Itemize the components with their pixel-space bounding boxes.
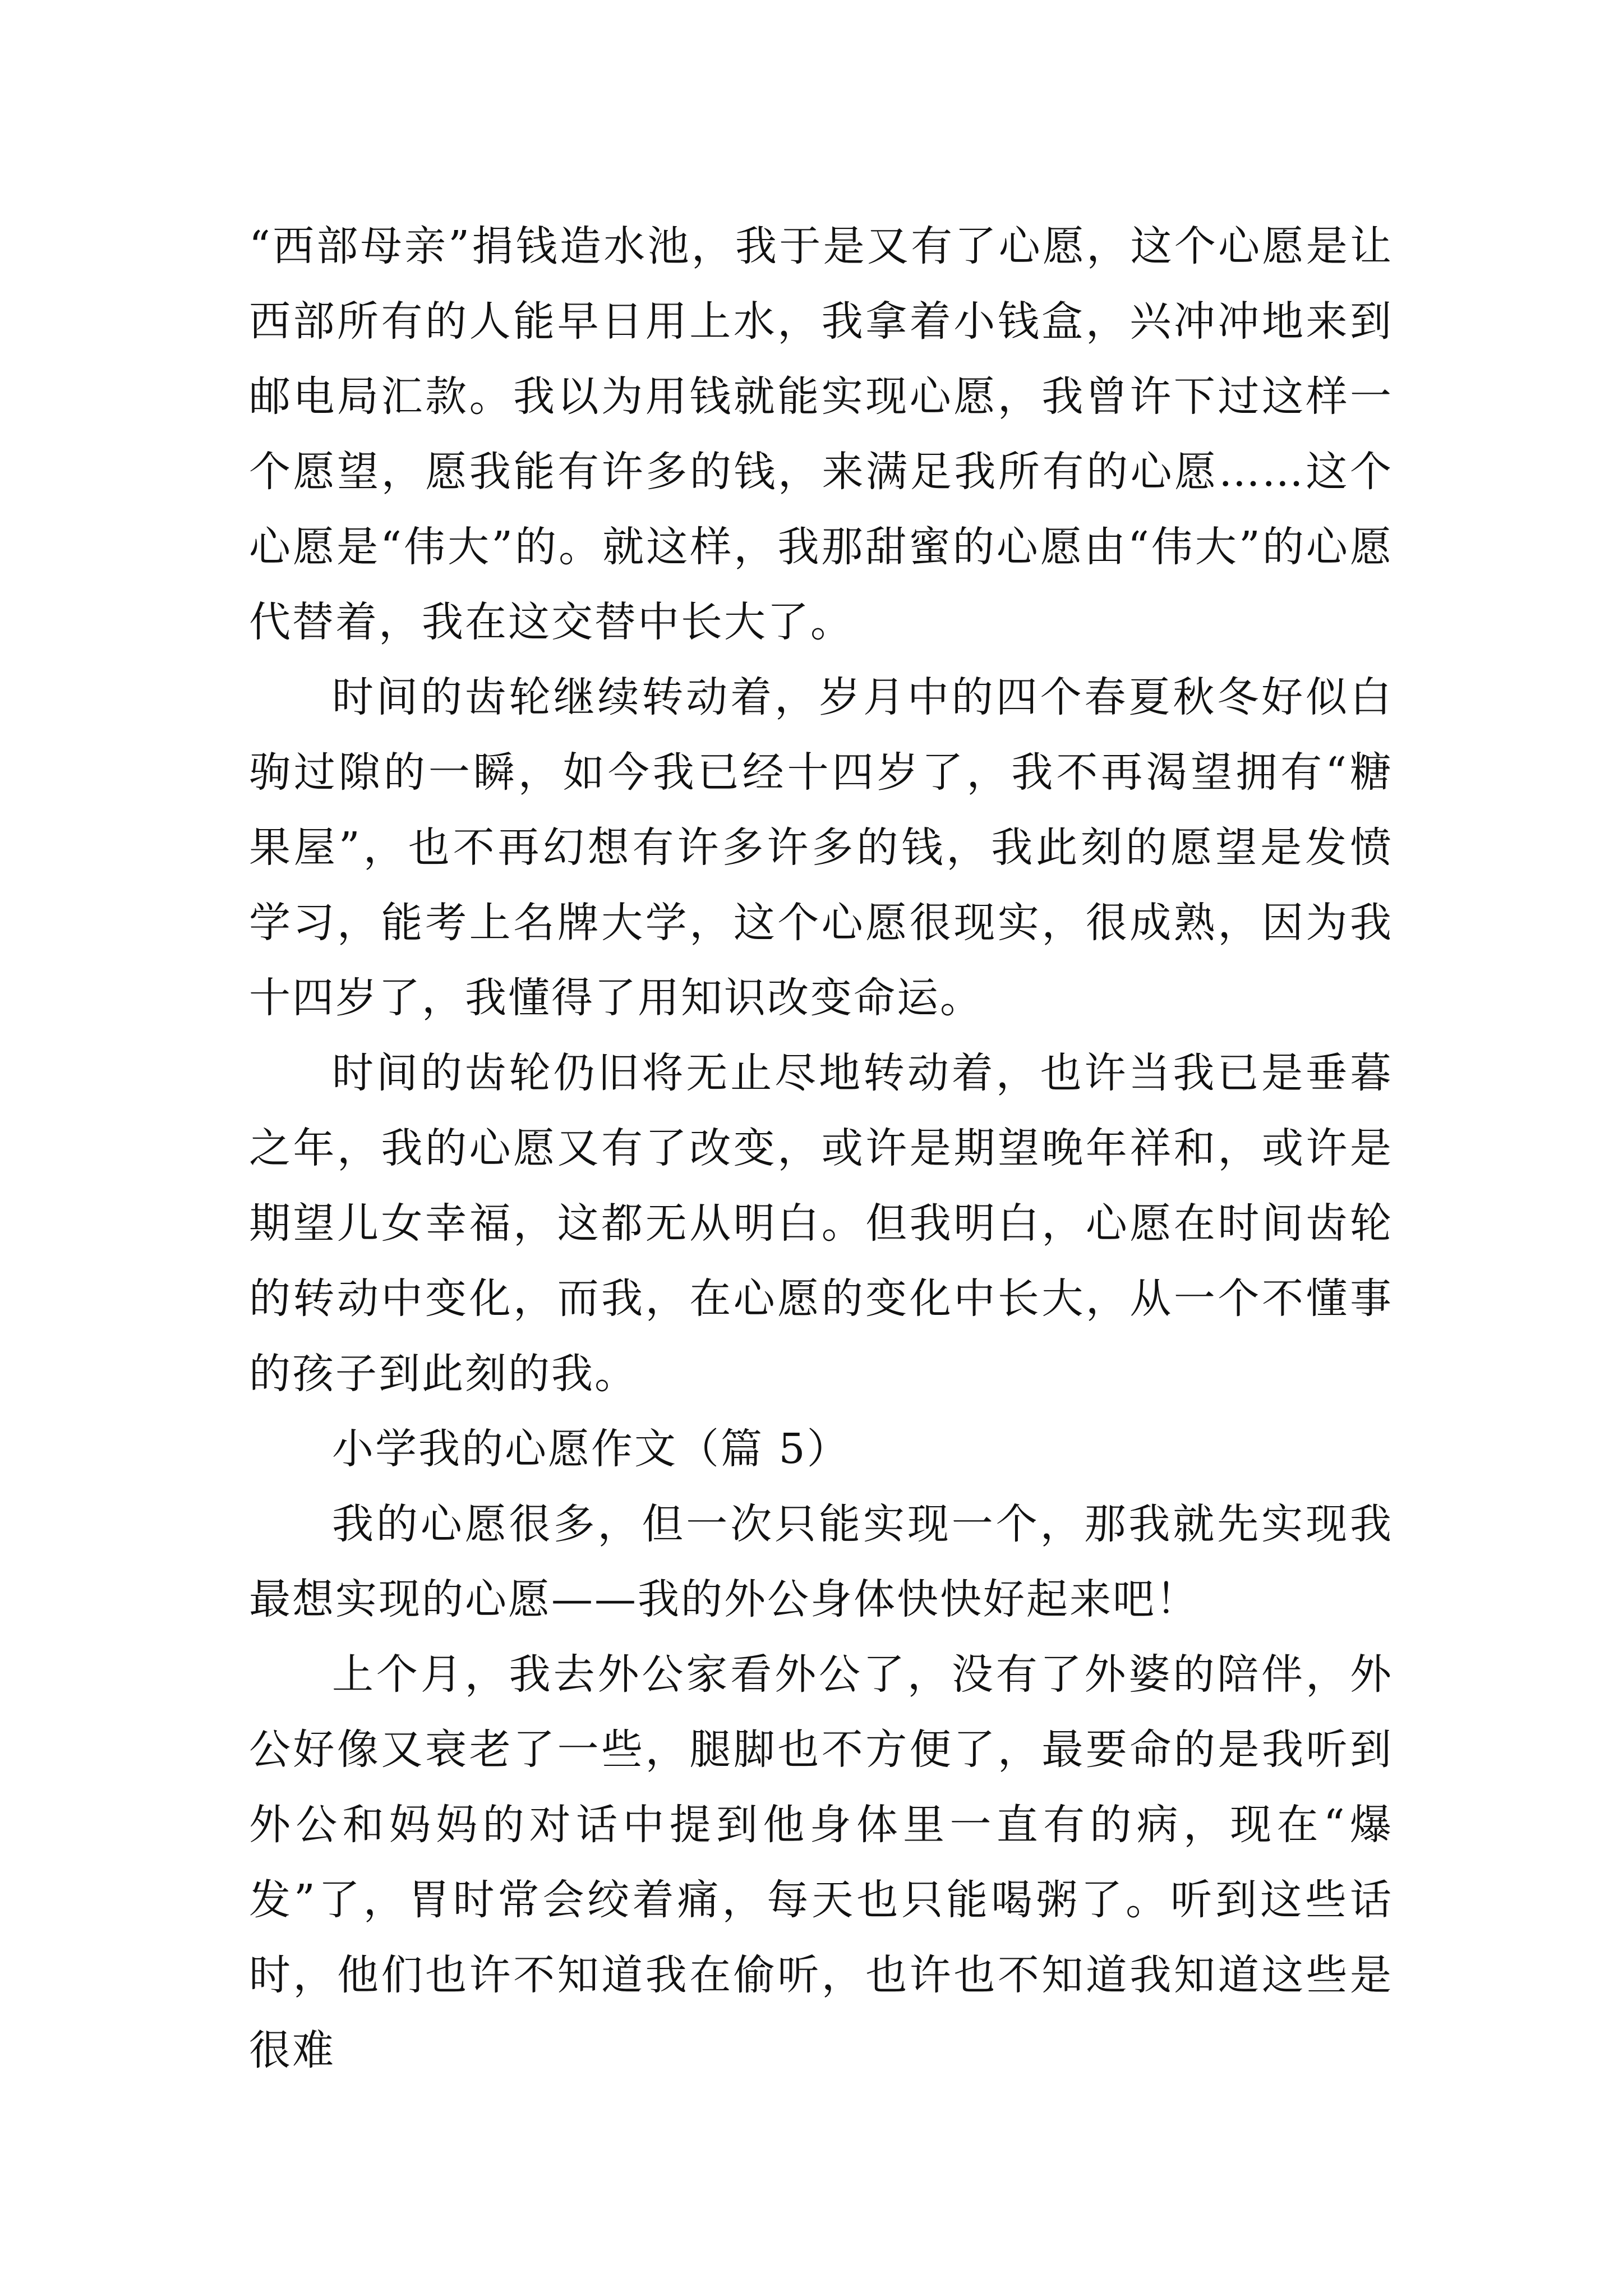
paragraph-1: “西部母亲”捐钱造水池，我于是又有了心愿，这个心愿是让西部所有的人能早日用上水，我拿着小钱盒，兴冲冲地来到邮电局汇款。我以为用钱就能实现心愿，我曾许下过这样一个愿望，愿我能有许多的钱，来满足我所有的心愿……这个心愿是“伟大”的。就这样，我那甜蜜的心愿由“伟大”的心愿代替着，我在这交替中长大了。 bbox=[249, 222, 1393, 646]
paragraph-5: 上个月，我去外公家看外公了，没有了外婆的陪伴，外公好像又衰老了一些，腿脚也不方便了，最要命的是我听到外公和妈妈的对话中提到他身体里一直有的病，现在“爆发”了，胃时常会绞着痛，每天也只能喝粥了。听到这些话时，他们也许不知道我在偷听，也许也不知道我知道这些是很难 bbox=[249, 1650, 1393, 2074]
paragraph-3: 时间的齿轮仍旧将无止尽地转动着，也许当我已是垂暮之年，我的心愿又有了改变，或许是期望晚年祥和，或许是期望儿女幸福，这都无从明白。但我明白，心愿在时间齿轮的转动中变化，而我，在心愿的变化中长大，从一个不懂事的孩子到此刻的我。 bbox=[249, 1049, 1393, 1398]
document-body bbox=[249, 209, 1393, 2088]
paragraph-4: 我的心愿很多，但一次只能实现一个，那我就先实现我最想实现的心愿——我的外公身体快快好起来吧！ bbox=[249, 1500, 1393, 1623]
section-heading: 小学我的心愿作文（篇 5） bbox=[332, 1425, 850, 1473]
paragraph-2: 时间的齿轮继续转动着，岁月中的四个春夏秋冬好似白驹过隙的一瞬，如今我已经十四岁了，我不再渴望拥有“糖果屋”，也不再幻想有许多许多的钱，我此刻的愿望是发愤学习，能考上名牌大学，这个心愿很现实，很成熟，因为我十四岁了，我懂得了用知识改变命运。 bbox=[249, 673, 1393, 1022]
